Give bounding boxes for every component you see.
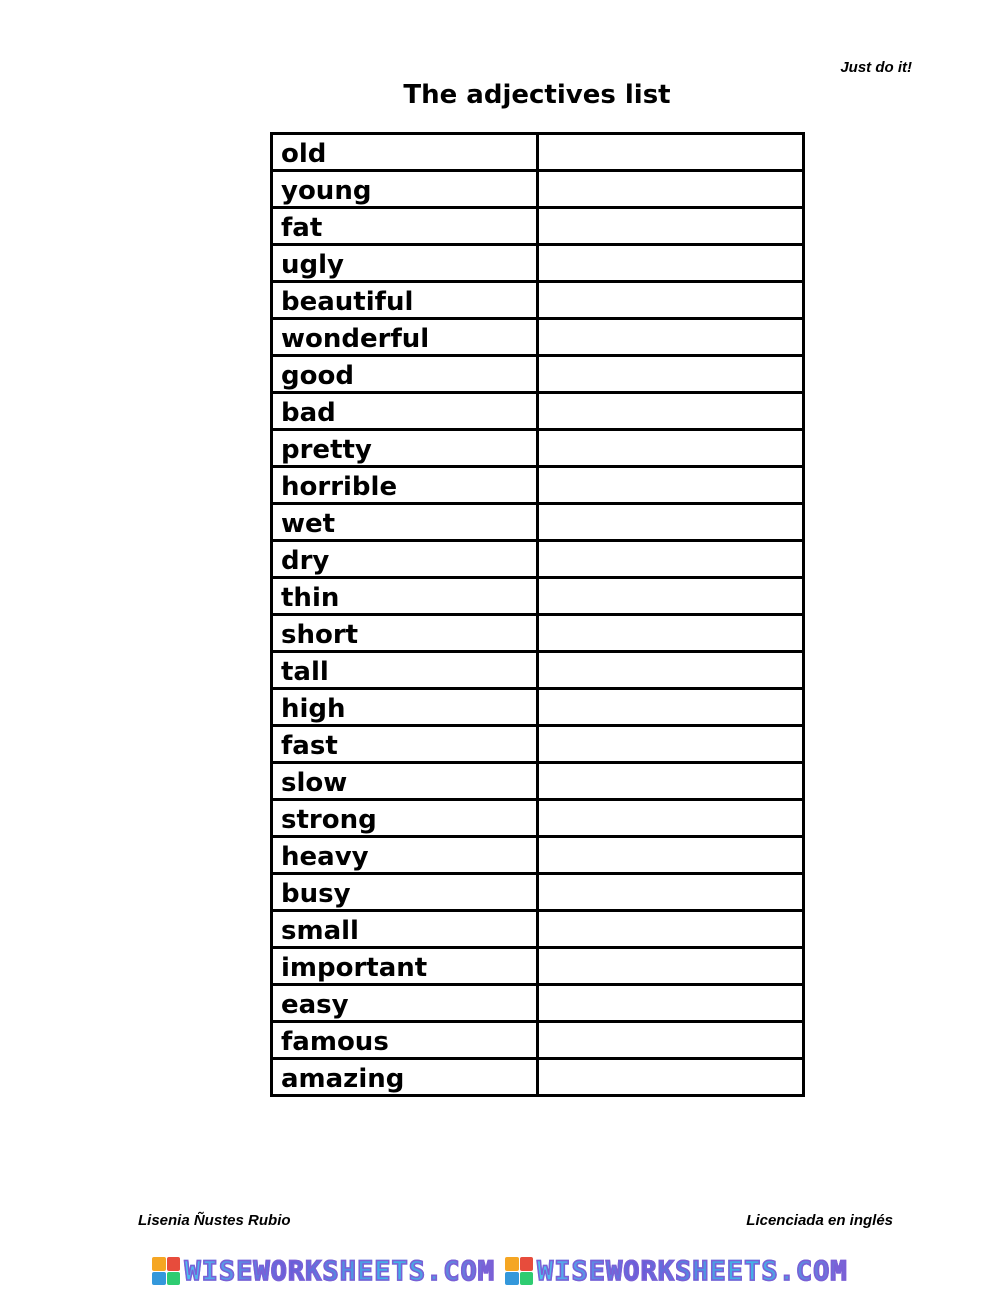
table-row [272,837,804,874]
table-row [272,208,804,245]
table-row [272,393,804,430]
table-row [272,689,804,726]
adjective-cell: good [272,356,538,393]
table-row [272,578,804,615]
adjective-cell: slow [272,763,538,800]
table-row [272,615,804,652]
answer-blank-cell[interactable] [538,948,804,985]
table-row [272,282,804,319]
answer-blank-cell[interactable] [538,319,804,356]
adjective-cell: important [272,948,538,985]
adjective-cell: fast [272,726,538,763]
adjective-cell: beautiful [272,282,538,319]
answer-blank-cell[interactable] [538,800,804,837]
badge-cell [167,1257,181,1271]
answer-blank-cell[interactable] [538,356,804,393]
answer-blank-cell[interactable] [538,985,804,1022]
adjective-cell: horrible [272,467,538,504]
table-row [272,911,804,948]
adjective-cell: wet [272,504,538,541]
adjectives-table [270,132,805,1097]
answer-blank-cell[interactable] [538,393,804,430]
table-row [272,763,804,800]
table-row [272,652,804,689]
watermark-text: WISEWORKSHEETS.COM [537,1255,848,1287]
adjective-cell: amazing [272,1059,538,1096]
adjective-cell: high [272,689,538,726]
badge-cell [152,1272,166,1286]
answer-blank-cell[interactable] [538,726,804,763]
adjective-cell: tall [272,652,538,689]
answer-blank-cell[interactable] [538,874,804,911]
answer-blank-cell[interactable] [538,911,804,948]
answer-blank-cell[interactable] [538,504,804,541]
adjective-cell: fat [272,208,538,245]
adjective-cell: busy [272,874,538,911]
watermark-unit [505,1256,848,1287]
footer-degree: Licenciada en inglés [746,1212,893,1229]
table-row [272,356,804,393]
adjective-cell: easy [272,985,538,1022]
adjective-cell: strong [272,800,538,837]
adjective-cell: young [272,171,538,208]
header-tagline: Just do it! [840,59,912,76]
adjective-cell: short [272,615,538,652]
table-row [272,504,804,541]
badge-cell [152,1257,166,1271]
table-row [272,1022,804,1059]
wise-logo-badge-icon [152,1257,180,1285]
badge-cell [505,1257,519,1271]
badge-cell [167,1272,181,1286]
answer-blank-cell[interactable] [538,1059,804,1096]
table-row [272,726,804,763]
answer-blank-cell[interactable] [538,1022,804,1059]
answer-blank-cell[interactable] [538,171,804,208]
page-title: The adjectives list [403,80,671,110]
answer-blank-cell[interactable] [538,208,804,245]
table-row [272,467,804,504]
adjectives-table-body [272,134,804,1096]
answer-blank-cell[interactable] [538,245,804,282]
answer-blank-cell[interactable] [538,467,804,504]
adjective-cell: heavy [272,837,538,874]
table-row [272,171,804,208]
answer-blank-cell[interactable] [538,578,804,615]
table-row [272,1059,804,1096]
watermark-text: WISEWORKSHEETS.COM [184,1255,495,1287]
adjective-cell: bad [272,393,538,430]
answer-blank-cell[interactable] [538,837,804,874]
answer-blank-cell[interactable] [538,689,804,726]
table-row [272,430,804,467]
watermark-unit [152,1256,495,1287]
table-row [272,800,804,837]
adjective-cell: old [272,134,538,171]
answer-blank-cell[interactable] [538,430,804,467]
answer-blank-cell[interactable] [538,615,804,652]
answer-blank-cell[interactable] [538,541,804,578]
wise-logo-badge-icon [505,1257,533,1285]
adjective-cell: ugly [272,245,538,282]
answer-blank-cell[interactable] [538,652,804,689]
answer-blank-cell[interactable] [538,134,804,171]
table-row [272,245,804,282]
adjective-cell: wonderful [272,319,538,356]
adjective-cell: dry [272,541,538,578]
footer-author: Lisenia Ñustes Rubio [138,1212,291,1229]
table-row [272,319,804,356]
answer-blank-cell[interactable] [538,763,804,800]
adjective-cell: thin [272,578,538,615]
table-row [272,134,804,171]
answer-blank-cell[interactable] [538,282,804,319]
table-row [272,874,804,911]
table-row [272,985,804,1022]
table-row [272,948,804,985]
watermark-bar [0,1254,1000,1288]
adjective-cell: famous [272,1022,538,1059]
badge-cell [505,1272,519,1286]
table-row [272,541,804,578]
adjective-cell: small [272,911,538,948]
adjective-cell: pretty [272,430,538,467]
badge-cell [520,1272,534,1286]
badge-cell [520,1257,534,1271]
